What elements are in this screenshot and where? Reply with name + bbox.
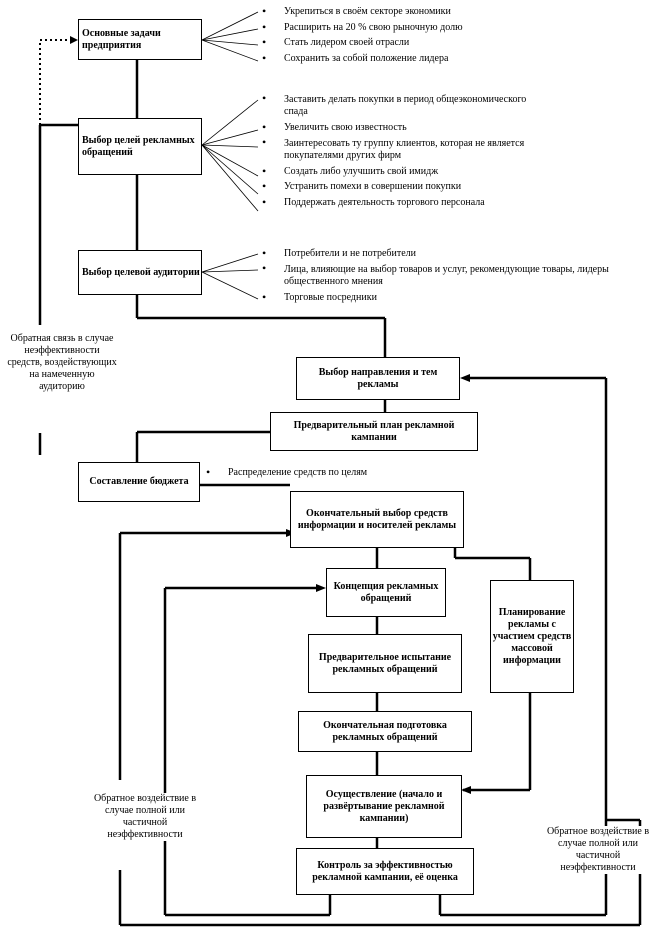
list-item: • Заинтересовать ту группу клиентов, которая не является покупателями других фирм [262, 136, 552, 164]
media-choice-box [290, 491, 464, 548]
list-item: • Лица, влияющие на выбор товаров и услуг, рекомендующие товары, лидеры общественного мнения [262, 262, 642, 290]
feedback-target-label: Обратная связь в случае неэффективности средств, воздействующих на намеченную аудиторию [7, 333, 117, 392]
concept-box-label: Концепция рекламных обращений [333, 580, 439, 604]
list-item: • Устранить помехи в совершении покупки [262, 179, 552, 195]
control-box [296, 848, 474, 895]
list-item: • Расширить на 20 % свою рыночную долю [262, 20, 642, 36]
list-item: • Укрепиться в своём секторе экономики [262, 4, 642, 20]
list-item: • Поддержать деятельность торгового персонала [262, 195, 552, 211]
list-item: • Торговые посредники [262, 290, 642, 306]
list-item: • Сохранить за собой положение лидера [262, 51, 642, 67]
list-item: • Распределение средств по целям [206, 465, 446, 481]
tasks-box [78, 19, 202, 60]
target-audience-box [78, 250, 202, 295]
list-item: • Увеличить свою известность [262, 120, 552, 136]
final-prep-box-label: Окончательная подготовка рекламных обращений [323, 719, 447, 743]
concept-box [326, 568, 446, 617]
control-box-label: Контроль за эффективностью рекламной кампании, её оценка [312, 859, 458, 883]
media-planning-box-label: Планирование рекламы с участием средств массовой информации [492, 606, 572, 666]
media-choice-box-label: Окончательный выбор средств информации и носителей рекламы [297, 507, 457, 531]
budget-box [78, 462, 200, 502]
media-planning-box [490, 580, 574, 693]
budget-list [206, 465, 446, 481]
tasks-box-label: Основные задачи предприятия [82, 27, 161, 51]
ad-goals-box [78, 118, 202, 175]
direction-themes-box-label: Выбор направления и тем рекламы [318, 366, 438, 390]
goals-list [262, 92, 552, 210]
final-prep-box [298, 711, 472, 752]
implementation-box-label: Осуществление (начало и развёртывание рекламной кампании) [323, 788, 445, 824]
budget-box-label: Составление бюджета [89, 476, 189, 487]
pretest-box [308, 634, 462, 693]
implementation-box [306, 775, 462, 838]
preliminary-plan-box [270, 412, 478, 451]
list-item: • Стать лидером своей отрасли [262, 35, 642, 51]
ad-goals-box-label: Выбор целей рекламных обращений [82, 134, 195, 158]
feedback-right-label: Обратное воздействие в случае полной или частичной неэффективности [540, 826, 656, 874]
pretest-box-label: Предварительное испытание рекламных обращений [318, 651, 452, 675]
preliminary-plan-box-label: Предварительный план рекламной кампании [293, 419, 455, 443]
list-item: • Создать либо улучшить свой имидж [262, 164, 552, 180]
list-item: • Потребители и не потребители [262, 246, 642, 262]
feedback-left-label: Обратное воздействие в случае полной или частичной неэффективности [88, 793, 202, 841]
target-audience-box-label: Выбор целевой аудитории [82, 266, 200, 278]
list-item: • Заставить делать покупки в период общеэкономического спада [262, 92, 552, 120]
direction-themes-box [296, 357, 460, 400]
audience-list [262, 246, 642, 305]
tasks-list [262, 4, 642, 66]
